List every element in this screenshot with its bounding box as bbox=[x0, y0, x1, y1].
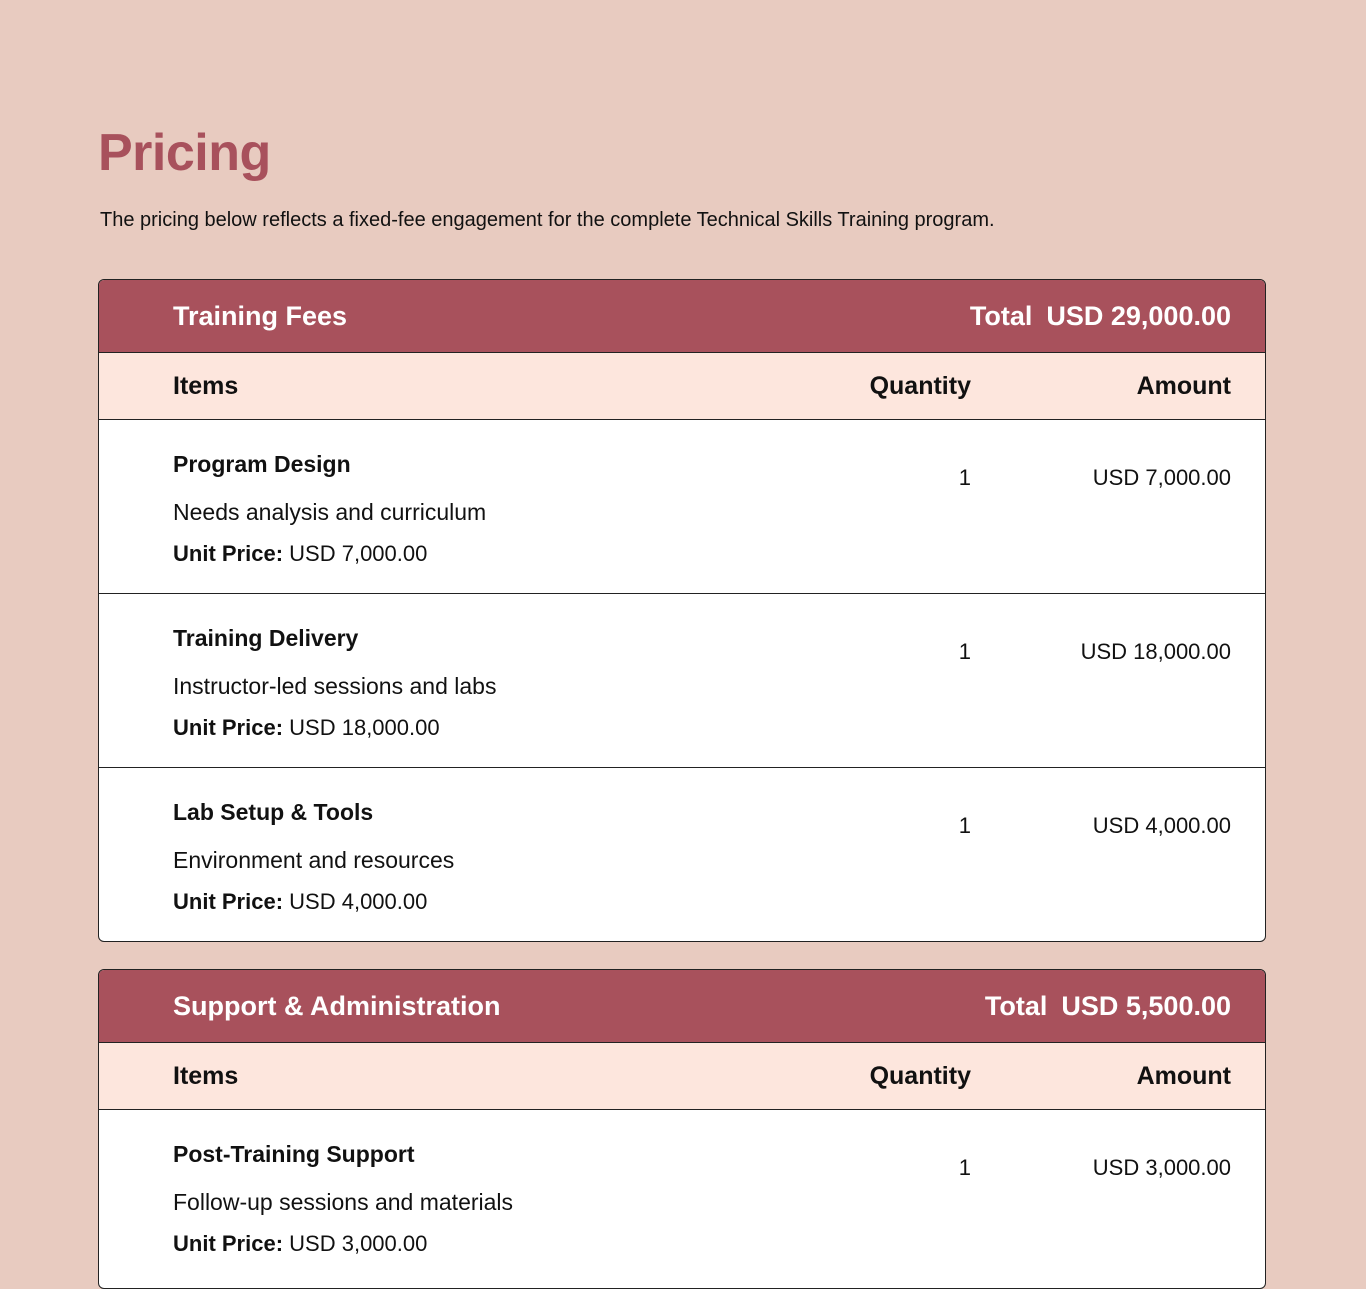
column-header-items: Items bbox=[173, 372, 239, 400]
item-amount: USD 18,000.00 bbox=[1080, 639, 1231, 664]
unit-price-value: USD 18,000.00 bbox=[289, 715, 440, 740]
column-header-items: Items bbox=[173, 1062, 239, 1090]
line-item-row bbox=[99, 420, 1265, 594]
section-total-label: Total bbox=[984, 991, 1048, 1021]
section-total bbox=[985, 988, 1231, 1024]
column-header-row bbox=[99, 353, 1265, 420]
item-amount: USD 3,000.00 bbox=[1092, 1155, 1231, 1180]
item-unit-price bbox=[173, 538, 427, 570]
item-unit-price bbox=[173, 886, 427, 918]
item-name: Post-Training Support bbox=[173, 1141, 415, 1167]
line-item-row bbox=[99, 768, 1265, 942]
pricing-section-training-fees bbox=[98, 279, 1266, 942]
item-unit-price bbox=[173, 712, 440, 744]
unit-price-value: USD 4,000.00 bbox=[289, 889, 428, 914]
item-quantity: 1 bbox=[958, 813, 971, 838]
pricing-section-support-administration bbox=[98, 969, 1266, 1289]
section-header bbox=[99, 280, 1265, 353]
unit-price-label: Unit Price: bbox=[173, 715, 284, 740]
item-description: Environment and resources bbox=[173, 847, 455, 873]
item-quantity: 1 bbox=[958, 1155, 971, 1180]
item-unit-price bbox=[173, 1228, 427, 1260]
section-header bbox=[99, 970, 1265, 1043]
item-quantity: 1 bbox=[958, 465, 971, 490]
unit-price-label: Unit Price: bbox=[173, 1231, 284, 1256]
section-total bbox=[970, 298, 1231, 334]
column-header-amount: Amount bbox=[1136, 1062, 1231, 1090]
column-header-quantity: Quantity bbox=[869, 1062, 971, 1090]
section-title: Training Fees bbox=[173, 301, 348, 331]
item-amount: USD 4,000.00 bbox=[1092, 813, 1231, 838]
section-title: Support & Administration bbox=[173, 991, 501, 1021]
item-amount: USD 7,000.00 bbox=[1092, 465, 1231, 490]
column-header-row bbox=[99, 1043, 1265, 1110]
page-title: Pricing bbox=[98, 124, 271, 182]
column-header-amount: Amount bbox=[1136, 372, 1231, 400]
item-name: Program Design bbox=[173, 451, 351, 477]
item-quantity: 1 bbox=[958, 639, 971, 664]
item-description: Follow-up sessions and materials bbox=[173, 1189, 514, 1215]
item-name: Training Delivery bbox=[173, 625, 359, 651]
line-item-row bbox=[99, 1110, 1265, 1284]
section-total-value: USD 5,500.00 bbox=[1061, 991, 1231, 1021]
section-total-value: USD 29,000.00 bbox=[1046, 301, 1231, 331]
unit-price-value: USD 3,000.00 bbox=[289, 1231, 428, 1256]
unit-price-value: USD 7,000.00 bbox=[289, 541, 428, 566]
item-description: Instructor-led sessions and labs bbox=[173, 673, 497, 699]
item-description: Needs analysis and curriculum bbox=[173, 499, 487, 525]
item-name: Lab Setup & Tools bbox=[173, 799, 374, 825]
unit-price-label: Unit Price: bbox=[173, 541, 284, 566]
page-intro: The pricing below reflects a fixed-fee engagement for the complete Technical Skills Training program. bbox=[100, 209, 995, 231]
column-header-quantity: Quantity bbox=[869, 372, 971, 400]
unit-price-label: Unit Price: bbox=[173, 889, 284, 914]
section-total-label: Total bbox=[969, 301, 1033, 331]
line-item-row bbox=[99, 594, 1265, 768]
